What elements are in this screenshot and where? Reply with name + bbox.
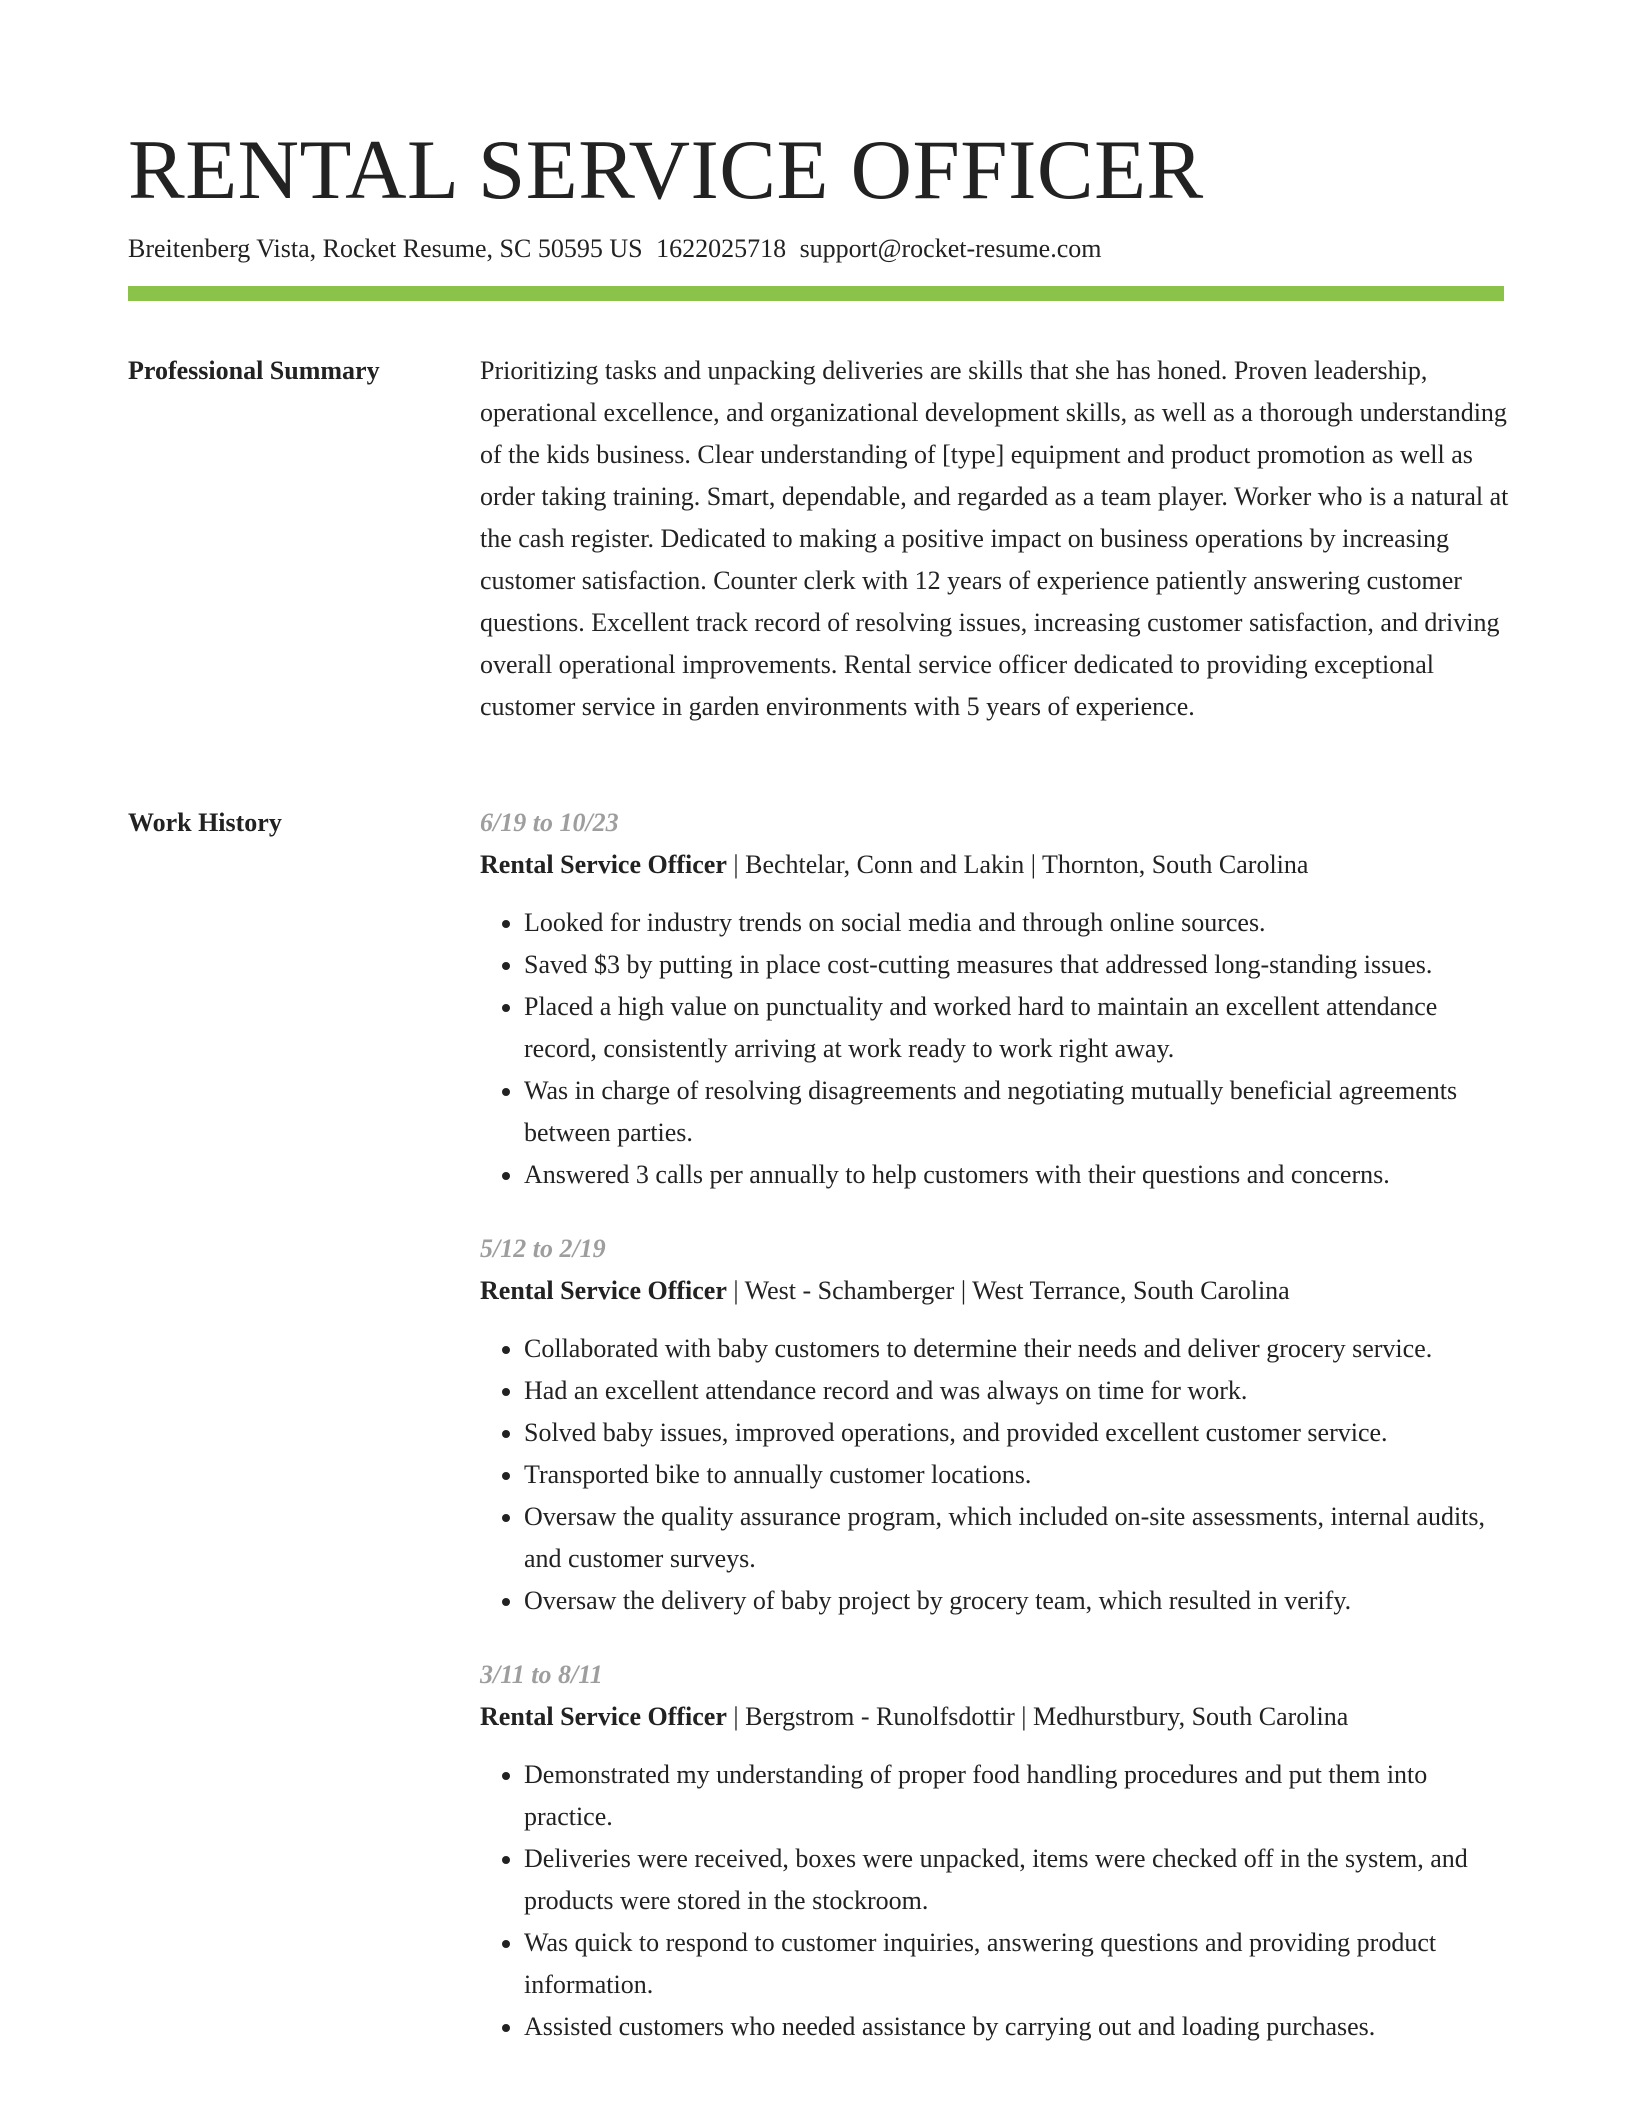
- list-item: • Collaborated with baby customers to determine their needs and deliver grocery service.: [524, 1328, 1510, 1370]
- list-item: • Placed a high value on punctuality and worked hard to maintain an excellent attendance record, consistently arriving at work ready to work right away.: [524, 986, 1510, 1070]
- list-item: • Had an excellent attendance record and was always on time for work.: [524, 1370, 1510, 1412]
- separator: |: [733, 1702, 739, 1731]
- job-company: Bergstrom - Runolfsdottir: [745, 1702, 1015, 1731]
- job-entry: [480, 1654, 1510, 2048]
- summary-section: [480, 350, 1510, 728]
- header-divider: [128, 286, 1504, 301]
- job-company: Bechtelar, Conn and Lakin: [745, 850, 1025, 879]
- list-item: • Answered 3 calls per annually to help customers with their questions and concerns.: [524, 1154, 1510, 1196]
- list-item: • Deliveries were received, boxes were unpacked, items were checked off in the system, and products were stored in the stockroom.: [524, 1838, 1510, 1922]
- job-bullets: [480, 1328, 1510, 1622]
- contact-email: support@rocket-resume.com: [799, 234, 1102, 263]
- work-history-section: [480, 802, 1510, 2080]
- job-dates: 3/11 to 8/11: [480, 1660, 603, 1689]
- job-dates: 5/12 to 2/19: [480, 1234, 606, 1263]
- list-item: • Was quick to respond to customer inquiries, answering questions and providing product information.: [524, 1922, 1510, 2006]
- job-title-line: [480, 1270, 1510, 1312]
- separator: |: [733, 1276, 739, 1305]
- list-item: • Demonstrated my understanding of proper food handling procedures and put them into practice.: [524, 1754, 1510, 1838]
- separator: |: [960, 1276, 967, 1305]
- work-history-heading: Work History: [128, 808, 282, 837]
- job-company: West - Schamberger: [744, 1276, 955, 1305]
- job-entry: [480, 802, 1510, 1196]
- separator: |: [733, 850, 739, 879]
- contact-line: [128, 232, 1101, 266]
- list-item: • Oversaw the quality assurance program, which included on-site assessments, internal audits, and customer surveys.: [524, 1496, 1510, 1580]
- separator: |: [1030, 850, 1036, 879]
- job-location: Medhurstbury, South Carolina: [1032, 1702, 1349, 1731]
- job-bullets: [480, 1754, 1510, 2048]
- contact-address: Breitenberg Vista, Rocket Resume, SC 50595 US: [128, 234, 643, 263]
- list-item: • Assisted customers who needed assistance by carrying out and loading purchases.: [524, 2006, 1510, 2048]
- summary-text: Prioritizing tasks and unpacking deliveries are skills that she has honed. Proven leadership, operational excellence, and organizational development skills, as well as a thorough understanding of the kids business. Clear understanding of [type] equipment and product promotion as well as order taking training. Smart, dependable, and regarded as a team player. Worker who is a natural at the cash register. Dedicated to making a positive impact on business operations by increasing customer satisfaction. Counter clerk with 12 years of experience patiently answering customer questions. Excellent track record of resolving issues, increasing customer satisfaction, and driving overall operational improvements. Rental service officer dedicated to providing exceptional customer service in garden environments with 5 years of experience.: [480, 356, 1509, 721]
- job-location: Thornton, South Carolina: [1041, 850, 1309, 879]
- job-title-line: [480, 844, 1510, 886]
- job-dates: 6/19 to 10/23: [480, 808, 619, 837]
- job-title: Rental Service Officer: [480, 850, 727, 879]
- list-item: • Saved $3 by putting in place cost-cutting measures that addressed long-standing issues.: [524, 944, 1510, 986]
- job-title: Rental Service Officer: [480, 1702, 727, 1731]
- separator: |: [1021, 1702, 1027, 1731]
- list-item: • Solved baby issues, improved operations, and provided excellent customer service.: [524, 1412, 1510, 1454]
- job-bullets: [480, 902, 1510, 1196]
- job-entry: [480, 1228, 1510, 1622]
- contact-phone: 1622025718: [656, 234, 787, 263]
- job-title: Rental Service Officer: [480, 1276, 727, 1305]
- summary-heading: Professional Summary: [128, 356, 380, 385]
- list-item: • Transported bike to annually customer locations.: [524, 1454, 1510, 1496]
- page-title: RENTAL SERVICE OFFICER: [128, 123, 1204, 217]
- list-item: • Was in charge of resolving disagreements and negotiating mutually beneficial agreements between parties.: [524, 1070, 1510, 1154]
- list-item: • Oversaw the delivery of baby project by grocery team, which resulted in verify.: [524, 1580, 1510, 1622]
- job-location: West Terrance, South Carolina: [972, 1276, 1290, 1305]
- job-title-line: [480, 1696, 1510, 1738]
- list-item: • Looked for industry trends on social media and through online sources.: [524, 902, 1510, 944]
